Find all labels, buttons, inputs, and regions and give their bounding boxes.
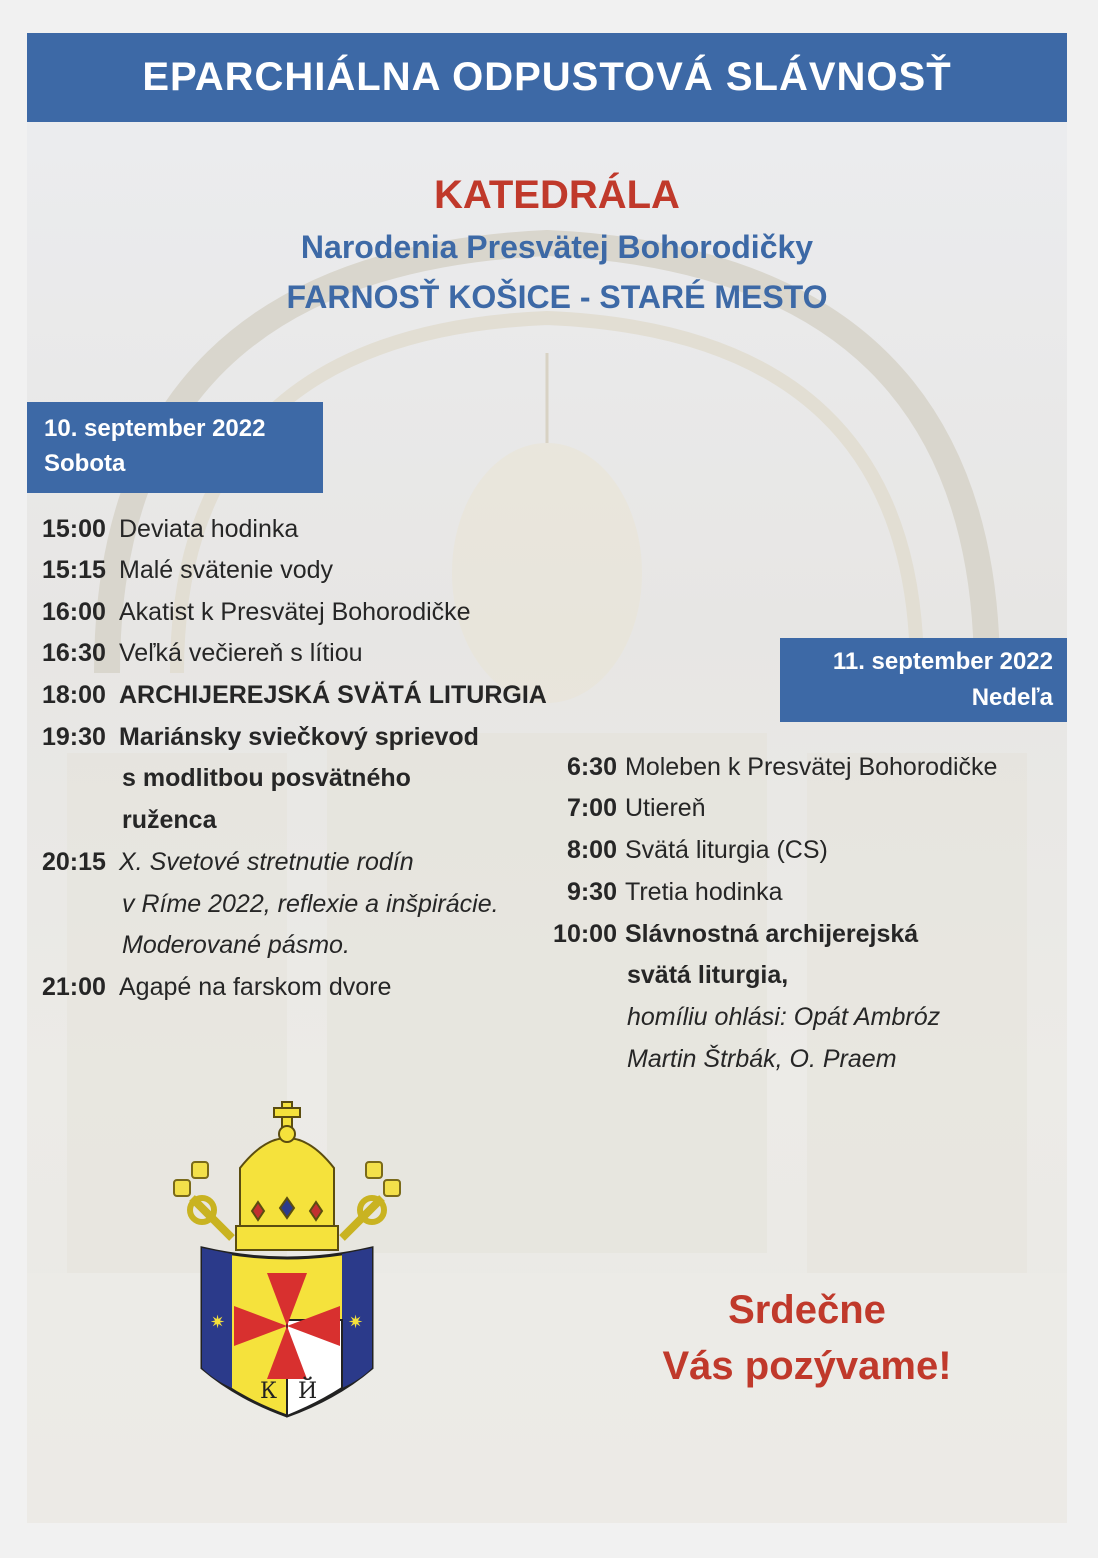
- schedule-item: [42, 675, 547, 716]
- schedule-time: 19:30: [42, 723, 106, 751]
- schedule-text: Malé svätenie vody: [119, 556, 334, 584]
- katedrala-heading: KATEDRÁLA: [434, 173, 680, 217]
- schedule-item: [549, 788, 706, 829]
- saturday-day: Sobota: [44, 450, 126, 477]
- schedule-text: Utiereň: [625, 794, 706, 822]
- schedule-item: [42, 967, 391, 1008]
- welcome-line-1: Srdečne: [728, 1288, 886, 1332]
- title-banner: [27, 33, 1067, 122]
- schedule-time: 10:00: [553, 920, 617, 948]
- schedule-text-cont: homíliu ohlási: Opát Ambróz: [627, 1003, 941, 1031]
- schedule-item: [42, 842, 414, 883]
- schedule-item: [42, 592, 471, 633]
- sunday-date: 11. september 2022: [832, 648, 1053, 675]
- schedule-item: [42, 509, 298, 550]
- schedule-text: Deviata hodinka: [119, 515, 299, 543]
- saturday-date: 10. september 2022: [44, 415, 266, 442]
- sunday-date-box: [780, 638, 1067, 722]
- schedule-time: 9:30: [566, 878, 617, 906]
- schedule-text: Svätá liturgia (CS): [625, 836, 828, 864]
- cathedral-name: Narodenia Presvätej Bohorodičky: [300, 229, 814, 265]
- schedule-text: Agapé na farskom dvore: [119, 973, 392, 1001]
- schedule-item: [549, 747, 997, 788]
- saturday-date-box: [27, 402, 323, 493]
- schedule-text: X. Svetové stretnutie rodín: [119, 848, 414, 876]
- schedule-time: 15:00: [42, 515, 106, 543]
- schedule-text: ARCHIJEREJSKÁ SVÄTÁ LITURGIA: [119, 681, 547, 709]
- schedule-time: 15:15: [42, 556, 106, 584]
- schedule-text: Moleben k Presvätej Bohorodičke: [625, 753, 998, 781]
- schedule-text-cont: ruženca: [122, 806, 217, 834]
- schedule-time: 7:00: [566, 794, 617, 822]
- schedule-text-cont: Moderované pásmo.: [122, 931, 350, 959]
- schedule-text-cont: v Ríme 2022, reflexie a inšpirácie.: [122, 890, 499, 918]
- schedule-text: Veľká večiereň s lítiou: [119, 639, 363, 667]
- arms-letter-left: К: [260, 1379, 278, 1404]
- schedule-time: 16:00: [42, 598, 106, 626]
- svg-text:✷: ✷: [210, 1312, 226, 1333]
- schedule-time: 20:15: [42, 848, 106, 876]
- schedule-text: Slávnostná archijerejská: [625, 920, 919, 948]
- schedule-time: 16:30: [42, 639, 106, 667]
- sunday-day: Nedeľa: [971, 684, 1053, 711]
- schedule-text-cont: svätá liturgia,: [627, 961, 789, 989]
- banner-title: EPARCHIÁLNA ODPUSTOVÁ SLÁVNOSŤ: [142, 55, 952, 99]
- schedule-text-cont: s modlitbou posvätného: [122, 764, 411, 792]
- schedule-time: 21:00: [42, 973, 106, 1001]
- welcome-line-2: Vás pozývame!: [662, 1344, 952, 1388]
- svg-text:✷: ✷: [348, 1312, 364, 1333]
- arms-letter-right: Й: [298, 1379, 318, 1404]
- schedule-time: 6:30: [566, 753, 617, 781]
- parish-name: FARNOSŤ KOŠICE - STARÉ MESTO: [286, 279, 828, 315]
- schedule-time: 8:00: [566, 836, 617, 864]
- schedule-text: Tretia hodinka: [625, 878, 783, 906]
- schedule-text: Akatist k Presvätej Bohorodičke: [119, 598, 471, 626]
- schedule-item: [549, 872, 783, 913]
- schedule-text-cont: Martin Štrbák, O. Praem: [627, 1045, 897, 1073]
- schedule-item: [42, 633, 363, 674]
- poster: [27, 33, 1067, 1523]
- schedule-text: Mariánsky sviečkový sprievod: [119, 723, 479, 751]
- schedule-time: 18:00: [42, 681, 106, 709]
- schedule-item: [42, 717, 479, 758]
- schedule-item: [42, 550, 333, 591]
- schedule-item: [549, 830, 828, 871]
- coat-of-arms-logo: [162, 1098, 412, 1423]
- schedule-item: [549, 914, 918, 955]
